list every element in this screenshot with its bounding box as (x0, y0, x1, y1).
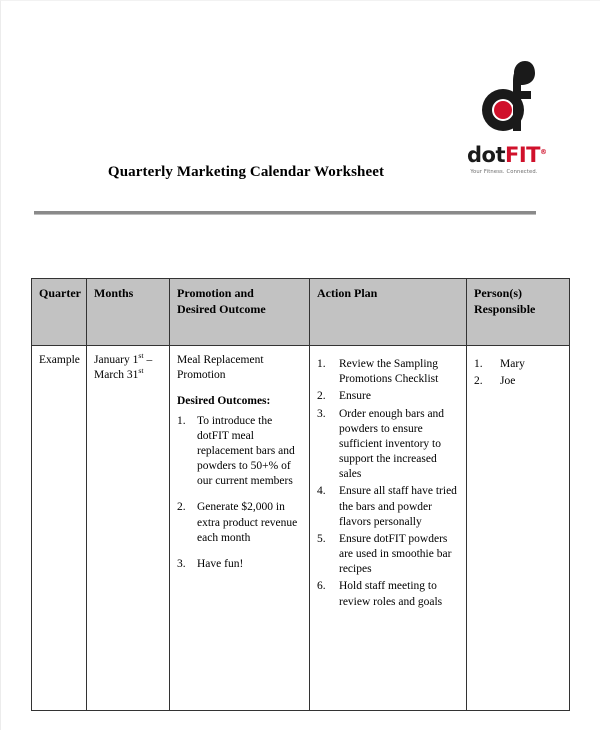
list-item-text: Review the Sampling Promotions Checklist (339, 358, 439, 386)
list-item-number: 1. (317, 358, 326, 370)
months-line-1 (94, 353, 163, 368)
column-header-person-line2: Responsible (474, 301, 536, 316)
list-item-number: 1. (474, 358, 483, 370)
page-title: Quarterly Marketing Calendar Worksheet (107, 164, 385, 180)
list-item-number: 3. (177, 557, 186, 570)
column-header-promotion (170, 279, 310, 346)
column-header-promotion-line1: Promotion and (177, 286, 254, 300)
header-divider (34, 211, 536, 215)
wordmark-fit: FIT (505, 143, 540, 167)
list-item (474, 374, 563, 389)
logo-tagline: Your Fitness. Connected. (470, 169, 538, 175)
cell-months (87, 346, 170, 711)
dotfit-logo (467, 59, 547, 175)
list-item (317, 484, 460, 530)
list-item (317, 357, 460, 387)
wordmark-dot: dot (467, 143, 505, 167)
column-header-promotion-line2: Desired Outcome (177, 301, 266, 316)
action-plan-list (317, 357, 460, 610)
list-item (177, 557, 303, 572)
list-item-number: 5. (317, 532, 326, 545)
list-item-text: Ensure (339, 390, 371, 403)
worksheet-table (31, 278, 570, 711)
promotion-spacer (177, 383, 303, 394)
table-row (32, 346, 570, 711)
months-start-ordinal: st (138, 351, 144, 361)
cell-persons-responsible (467, 346, 570, 711)
list-item-text: To introduce the dotFIT meal replacement bars and powders to 50+% of our current members (197, 414, 295, 488)
list-item-number: 3. (317, 407, 326, 420)
list-item-number: 2. (474, 375, 483, 388)
persons-responsible-list (474, 357, 563, 389)
dotfit-logo-mark-icon (473, 59, 535, 137)
list-item-text: Joe (500, 375, 516, 388)
list-item-number: 6. (317, 580, 326, 593)
cell-quarter (32, 346, 87, 711)
desired-outcomes-label: Desired Outcomes: (177, 395, 271, 408)
worksheet-table-wrapper (31, 278, 569, 711)
wordmark-trademark: ® (539, 148, 547, 156)
list-item (317, 407, 460, 483)
months-line-2 (94, 368, 163, 383)
list-item-text: Generate $2,000 in extra product revenue each month (197, 501, 298, 544)
list-item-text: Order enough bars and powders to ensure sufficient inventory to support the increased sales (339, 407, 445, 481)
table-header-row (32, 279, 570, 346)
list-item (317, 579, 460, 609)
list-item-number: 1. (177, 414, 186, 427)
list-item (317, 532, 460, 578)
promotion-title-line1: Meal Replacement (177, 354, 264, 366)
months-start-date: January 1 (94, 354, 139, 366)
list-item-number: 2. (317, 390, 326, 403)
column-header-quarter: Quarter (32, 279, 87, 346)
column-header-action-plan: Action Plan (310, 279, 467, 346)
promotion-title-line2: Promotion (177, 369, 226, 382)
cell-action-plan (310, 346, 467, 711)
list-item (317, 389, 460, 404)
months-dash: – (143, 354, 153, 366)
column-header-person-line1: Person(s) (474, 286, 522, 300)
list-item (177, 500, 303, 546)
desired-outcomes-list (177, 414, 303, 573)
column-header-months: Months (87, 279, 170, 346)
list-item (177, 414, 303, 490)
cell-promotion (170, 346, 310, 711)
months-end-ordinal: st (138, 366, 144, 376)
list-item-text: Ensure all staff have tried the bars and powder flavors personally (339, 485, 457, 528)
list-item-text: Ensure dotFIT powders are used in smoothie bar recipes (339, 532, 452, 576)
list-item-text: Hold staff meeting to review roles and goals (339, 580, 443, 608)
column-header-person (467, 279, 570, 346)
list-item-number: 2. (177, 501, 186, 514)
months-end-date: March 31 (94, 369, 139, 382)
quarter-value: Example (39, 354, 80, 366)
list-item-text: Mary (500, 358, 525, 370)
list-item-text: Have fun! (197, 557, 244, 570)
list-item-number: 4. (317, 485, 326, 498)
list-item (474, 357, 563, 372)
dotfit-wordmark (467, 143, 547, 167)
